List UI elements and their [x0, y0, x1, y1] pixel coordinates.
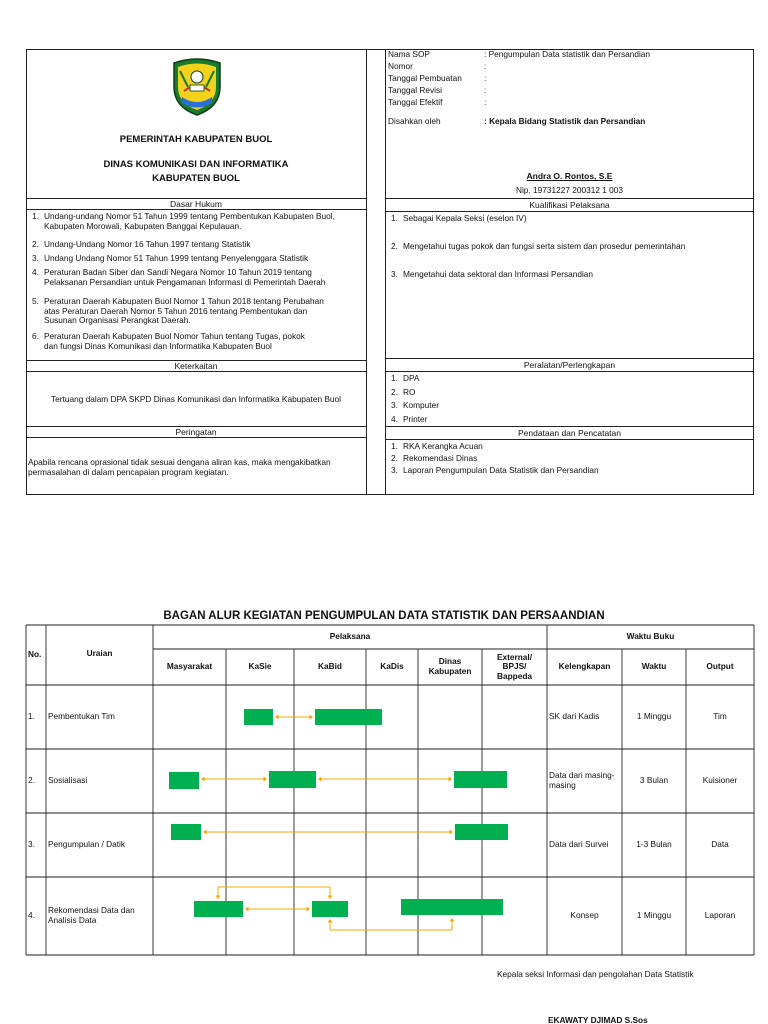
- flow-box: [455, 824, 508, 840]
- meta-value: :: [484, 97, 487, 107]
- list-number: 1.: [391, 441, 398, 451]
- row-uraian: Pembentukan Tim: [48, 711, 115, 722]
- keterkaitan-title: Keterkaitan: [174, 361, 218, 371]
- header-actor: KaDis: [380, 661, 404, 672]
- signer-nip: Nip. 19731227 200312 1 003: [515, 185, 624, 195]
- meta-key: Tanggal Revisi: [388, 85, 442, 95]
- flow-box: [169, 772, 199, 789]
- list-text: RKA Kerangka Acuan: [403, 441, 483, 451]
- meta-key: Nama SOP: [388, 49, 430, 59]
- flow-box: [194, 901, 243, 917]
- list-number: 1.: [32, 211, 39, 221]
- list-text: RO: [403, 386, 416, 397]
- agency-region: KABUPATEN BUOL: [152, 173, 240, 184]
- list-text: Printer: [403, 413, 428, 424]
- header-actor: KaSie: [248, 661, 272, 672]
- arrow-head: [203, 830, 207, 835]
- list-number: 1.: [391, 213, 398, 223]
- row-uraian: Pengumpulan / Datik: [48, 839, 126, 850]
- arrow-head: [307, 907, 311, 912]
- meta-value: : Kepala Bidang Statistik dan Persandian: [484, 116, 646, 126]
- footer-signer-name: EKAWATY DJIMAD S.Sos: [548, 1015, 648, 1024]
- row-kelengkapan: Data dari masing-masing: [549, 770, 615, 790]
- row-output: Laporan: [704, 910, 736, 921]
- arrow-head: [275, 715, 279, 720]
- row-output: Data: [711, 839, 729, 850]
- list-text: Peraturan Daerah Kabupaten Buol Nomor 1 Tahun 2018 tentang Perubahan: [44, 296, 324, 306]
- list-text: atas Peraturan Daerah Nomor 5 Tahun 2016 tentang Pembentukan dan: [44, 305, 308, 316]
- row-kelengkapan: SK dari Kadis: [549, 711, 600, 722]
- list-text: Peraturan Badan Siber dan Sandi Negara Nomor 10 Tahun 2019 tentang: [44, 267, 312, 277]
- row-no: 2.: [28, 775, 35, 786]
- arrow-head: [201, 777, 205, 782]
- list-number: 2.: [391, 386, 398, 397]
- row-no: 4.: [28, 910, 35, 921]
- arrow-head: [245, 907, 249, 912]
- meta-value: :: [484, 61, 487, 71]
- list-number: 4.: [32, 267, 39, 277]
- flow-box: [401, 899, 503, 915]
- list-text: dan fungsi Dinas Komunikasi dan Informatika Kabupaten Buol: [44, 340, 272, 351]
- header-no: No.: [28, 649, 42, 660]
- government-name: PEMERINTAH KABUPATEN BUOL: [119, 134, 273, 145]
- list-number: 6.: [32, 331, 39, 341]
- row-output: Tim: [713, 711, 727, 722]
- list-text: DPA: [403, 373, 420, 383]
- meta-key: Disahkan oleh: [388, 116, 441, 126]
- header-output: Output: [706, 661, 734, 672]
- list-text: Peraturan Daerah Kabupaten Buol Nomor Tahun tentang Tugas, pokok: [44, 331, 305, 341]
- list-text: Undang-Undang Nomor 16 Tahun 1997 tentang Statistik: [44, 239, 251, 249]
- meta-key: Nomor: [388, 61, 413, 71]
- list-text: Mengetahui data sektoral dan Informasi Persandian: [403, 269, 594, 279]
- kualifikasi-title: Kualifikasi Pelaksana: [529, 200, 610, 210]
- row-waktu: 1 Minggu: [636, 711, 672, 722]
- pendataan-title: Pendataan dan Pencatatan: [517, 428, 622, 438]
- arrow-head: [318, 777, 322, 782]
- meta-value: :: [484, 73, 487, 83]
- list-text: Mengetahui tugas pokok dan fungsi serta sistem dan prosedur pemerintahan: [403, 241, 686, 251]
- flow-box: [171, 824, 201, 840]
- flow-box: [269, 771, 316, 788]
- peringatan-text: Apabila rencana oprasional tidak sesuai dengana aliran kas, maka mengakibatkan permasalahan di dalam pencapaian program kegiatan.: [28, 457, 331, 477]
- header-uraian: Uraian: [86, 648, 113, 658]
- list-text: Kabupaten Morowali, Kabupaten Banggai Kepulauan.: [44, 220, 242, 231]
- row-no: 1.: [28, 711, 35, 722]
- arrow-head: [328, 896, 333, 900]
- arrow-head: [450, 918, 455, 922]
- keterkaitan-text: Tertuang dalam DPA SKPD Dinas Komunikasi dan Informatika Kabupaten Buol: [51, 394, 341, 404]
- row-waktu: 1-3 Bulan: [636, 839, 672, 850]
- list-number: 3.: [391, 269, 398, 279]
- arrow-head: [450, 830, 454, 835]
- header-actor: KaBid: [318, 661, 342, 672]
- dasar-hukum-title: Dasar Hukum: [170, 199, 222, 209]
- peralatan-title: Peralatan/Perlengkapan: [523, 360, 616, 370]
- header-kelengkapan: Kelengkapan: [558, 661, 611, 672]
- flow-box: [244, 709, 273, 725]
- flow-box: [315, 709, 382, 725]
- flow-title: BAGAN ALUR KEGIATAN PENGUMPULAN DATA STATISTIK DAN PERSAANDIAN: [163, 610, 605, 622]
- header-actor: Dinas Kabupaten: [428, 656, 472, 676]
- row-uraian: Rekomendasi Data dan Analisis Data: [48, 905, 135, 925]
- arrow-head: [310, 715, 314, 720]
- arrow-head: [216, 896, 221, 900]
- row-output: Kuisioner: [702, 775, 738, 786]
- arrow-head: [328, 919, 333, 923]
- arrow-head: [449, 777, 453, 782]
- list-text: Susunan Organisasi Perangkat Daerah.: [44, 315, 191, 325]
- header-waktu-buku: Waktu Buku: [626, 631, 675, 642]
- arrow-head: [264, 777, 268, 782]
- peringatan-title: Peringatan: [175, 427, 217, 437]
- meta-value: :: [484, 85, 487, 95]
- list-number: 3.: [391, 400, 398, 410]
- meta-key: Tanggal Pembuatan: [388, 73, 462, 83]
- row-no: 3.: [28, 839, 35, 850]
- list-text: Komputer: [403, 400, 439, 410]
- list-number: 1.: [391, 373, 398, 383]
- list-text: Rekomendasi Dinas: [403, 453, 478, 463]
- flow-box: [454, 771, 507, 788]
- header-pelaksana: Pelaksana: [329, 631, 371, 642]
- list-number: 5.: [32, 296, 39, 306]
- list-text: Sebagai Kepala Seksi (eselon IV): [403, 213, 527, 223]
- meta-key: Tanggal Efektif: [388, 97, 443, 107]
- list-text: Undang-undang Nomor 51 Tahun 1999 tentang Pembentukan Kabupaten Buol,: [44, 211, 335, 221]
- meta-value: : Pengumpulan Data statistik dan Persandian: [484, 49, 651, 59]
- footer-position: Kepala seksi Informasi dan pengolahan Data Statistik: [497, 969, 694, 979]
- list-number: 3.: [391, 465, 398, 475]
- header-actor: Masyarakat: [166, 661, 213, 672]
- signer-name: Andra O. Rontos, S.E: [526, 171, 613, 181]
- list-number: 2.: [32, 239, 39, 249]
- flow-box: [312, 901, 348, 917]
- row-waktu: 1 Minggu: [636, 910, 672, 921]
- list-text: Pelaksanan Persandian untuk Pengamanan Informasi di Pemerintah Daerah: [44, 276, 326, 287]
- row-waktu: 3 Bulan: [639, 775, 669, 786]
- row-kelengkapan: Data dari Survei: [549, 839, 609, 850]
- header-actor: External/ BPJS/ Bappeda: [496, 651, 533, 681]
- row-kelengkapan: Konsep: [570, 910, 599, 921]
- list-number: 4.: [391, 413, 398, 424]
- row-uraian: Sosialisasi: [48, 775, 88, 786]
- list-text: Undang Undang Nomor 51 Tahun 1999 tentang Penyelenggara Statistik: [44, 253, 309, 263]
- header-waktu: Waktu: [641, 661, 667, 672]
- list-number: 2.: [391, 241, 398, 251]
- list-number: 3.: [32, 253, 39, 263]
- agency-name: DINAS KOMUNIKASI DAN INFORMATIKA: [103, 159, 289, 170]
- list-text: Laporan Pengumpulan Data Statistik dan Persandian: [403, 465, 599, 475]
- list-number: 2.: [391, 453, 398, 463]
